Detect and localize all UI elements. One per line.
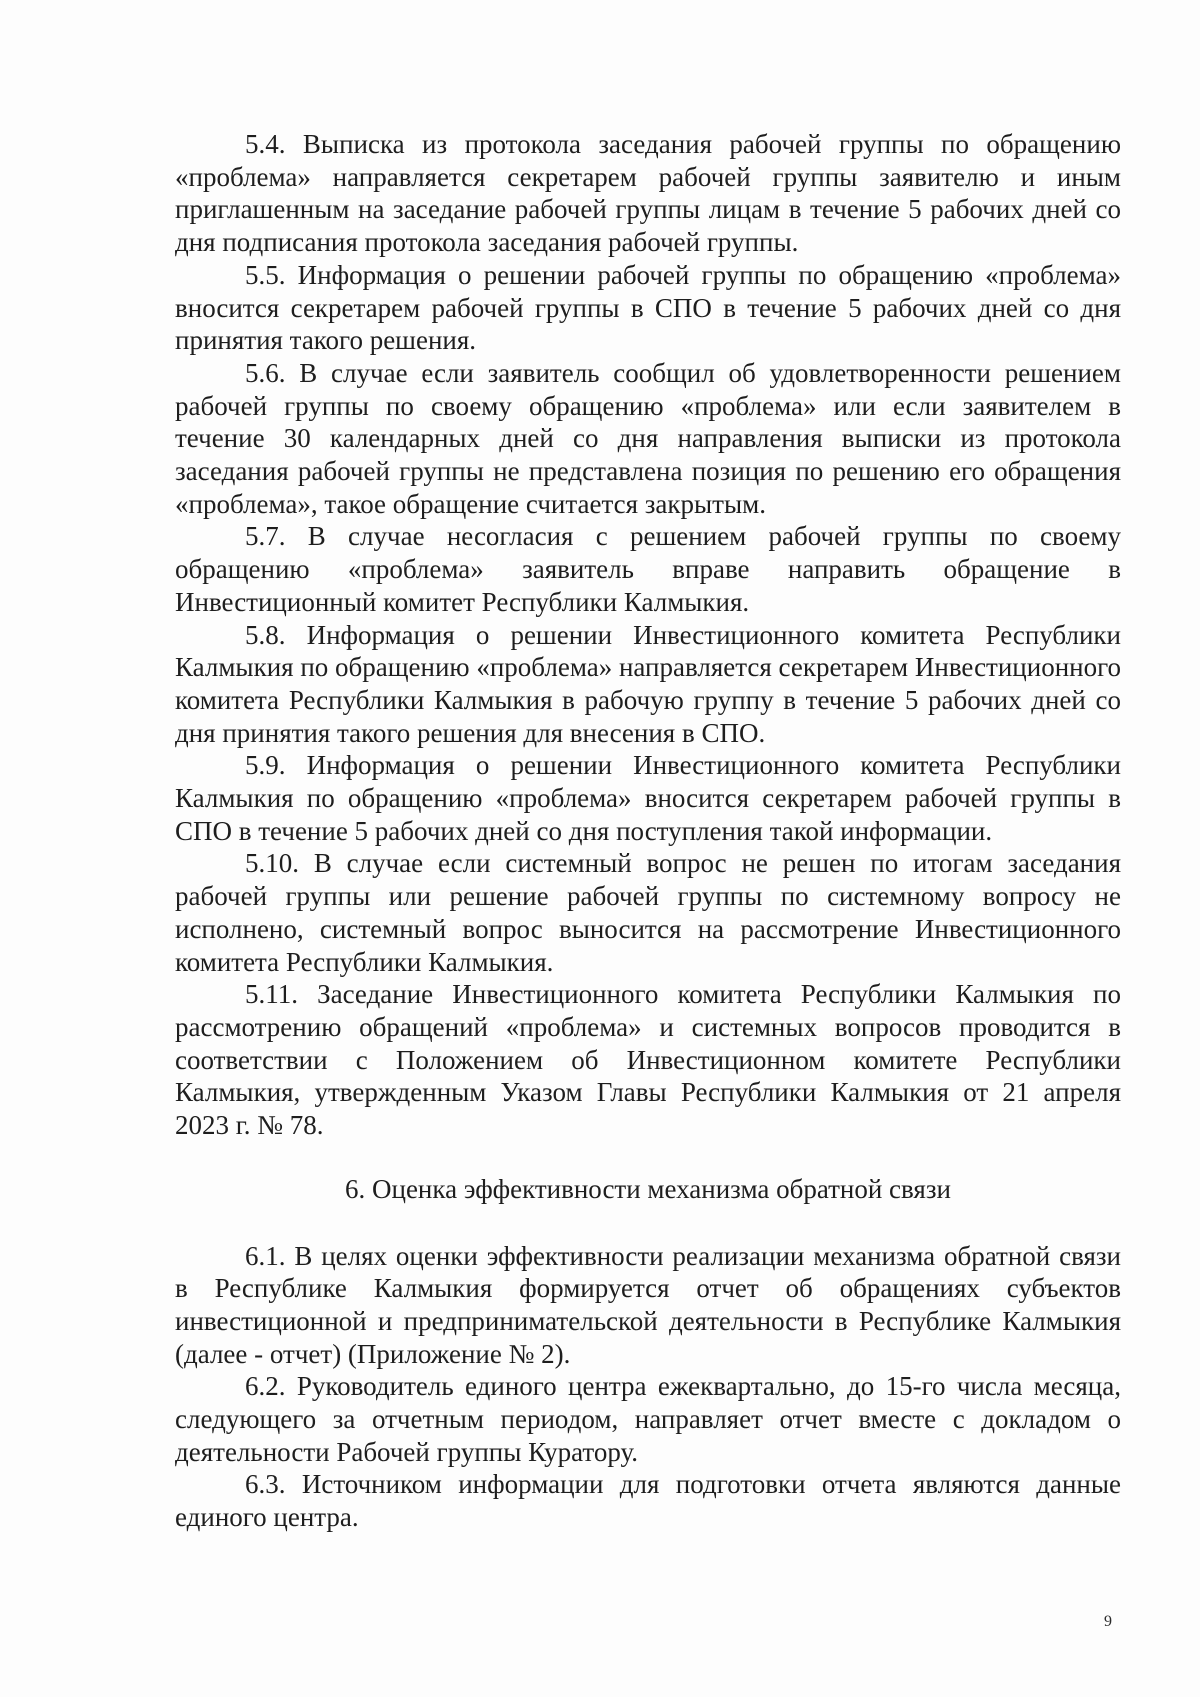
paragraph-5-8: 5.8. Информация о решении Инвестиционного комитета Республики Калмыкия по обращению «проблема» направляется секретарем Инвестиционного комитета Республики Калмыкия в рабочую группу в течение 5 рабочих дней со дня принятия такого решения для внесения в СПО. bbox=[175, 619, 1121, 748]
paragraph-5-5: 5.5. Информация о решении рабочей группы по обращению «проблема» вносится секретарем рабочей группы в СПО в течение 5 рабочих дней со дня принятия такого решения. bbox=[175, 259, 1121, 356]
paragraph-6-2: 6.2. Руководитель единого центра ежеквартально, до 15-го числа месяца, следующего за отчетным периодом, направляет отчет вместе с докладом о деятельности Рабочей группы Куратору. bbox=[175, 1371, 1121, 1467]
paragraph-5-6: 5.6. В случае если заявитель сообщил об удовлетворенности решением рабочей группы по своему обращению «проблема» или если заявителем в течение 30 календарных дней со дня направления выписки из протокола заседания рабочей группы не представлена позиция по решению его обращения «проблема», такое обращение считается закрытым. bbox=[175, 357, 1121, 519]
paragraph-5-4: 5.4. Выписка из протокола заседания рабочей группы по обращению «проблема» направляется секретарем рабочей группы заявителю и иным приглашенным на заседание рабочей группы лицам в течение 5 рабочих дней со дня подписания протокола заседания рабочей группы. bbox=[175, 129, 1121, 258]
paragraph-5-10: 5.10. В случае если системный вопрос не решен по итогам заседания рабочей группы или решение рабочей группы по системному вопросу не исполнено, системный вопрос выносится на рассмотрение Инвестиционного комитета Республики Калмыкия. bbox=[175, 848, 1121, 977]
paragraph-6-3: 6.3. Источником информации для подготовки отчета являются данные единого центра. bbox=[175, 1469, 1121, 1533]
paragraph-5-11: 5.11. Заседание Инвестиционного комитета Республики Калмыкия по рассмотрению обращений «проблема» и системных вопросов проводится в соответствии с Положением об Инвестиционном комитете Республики Калмыкия, утвержденным Указом Главы Республики Калмыкия от 21 апреля 2023 г. № 78. bbox=[175, 979, 1121, 1141]
page-number: 9 bbox=[1104, 1613, 1112, 1630]
paragraph-5-7: 5.7. В случае несогласия с решением рабочей группы по своему обращению «проблема» заявитель вправе направить обращение в Инвестиционный комитет Республики Калмыкия. bbox=[175, 521, 1121, 617]
document-body bbox=[175, 128, 1121, 1534]
paragraph-6-1: 6.1. В целях оценки эффективности реализации механизма обратной связи в Республике Калмыкия формируется отчет об обращениях субъектов инвестиционной и предпринимательской деятельности в Республике Калмыкия (далее - отчет) (Приложение № 2). bbox=[175, 1240, 1121, 1369]
paragraph-5-9: 5.9. Информация о решении Инвестиционного комитета Республики Калмыкия по обращению «проблема» вносится секретарем рабочей группы в СПО в течение 5 рабочих дней со дня поступления такой информации. bbox=[175, 750, 1121, 846]
section-6-heading: 6. Оценка эффективности механизма обратной связи bbox=[345, 1173, 951, 1204]
